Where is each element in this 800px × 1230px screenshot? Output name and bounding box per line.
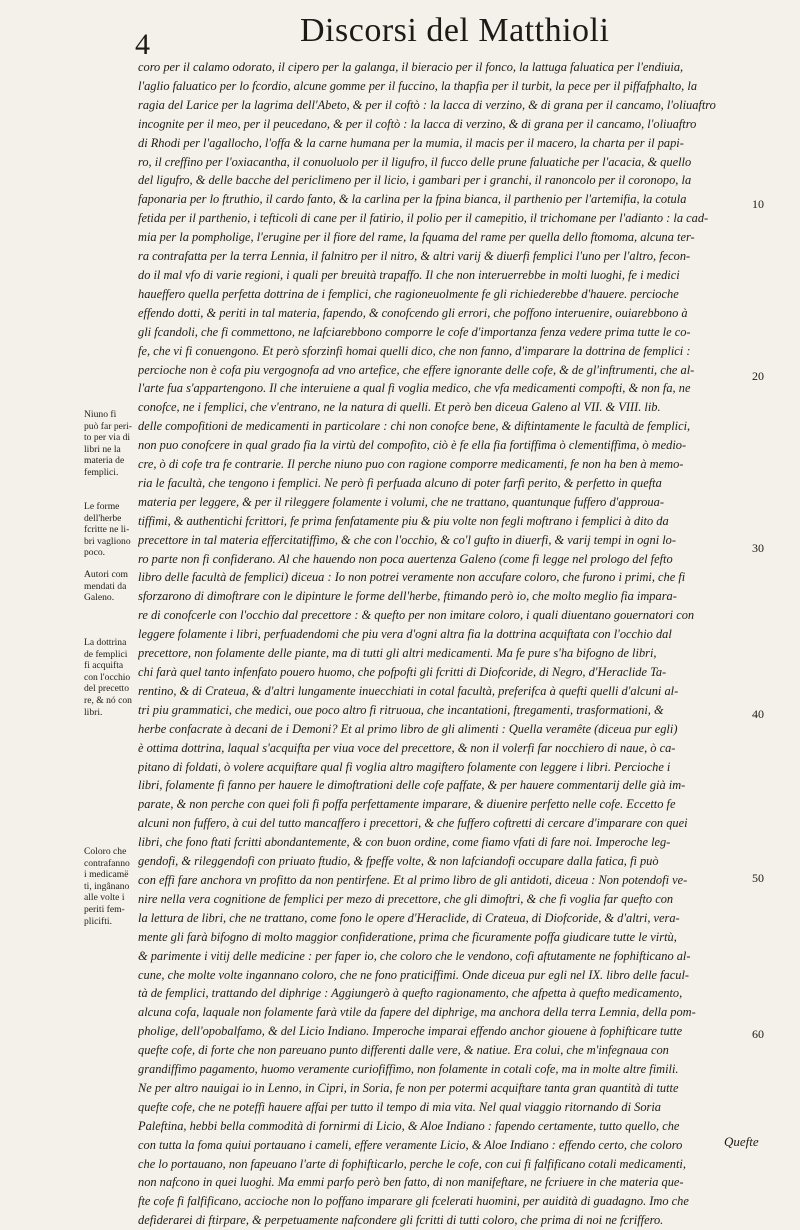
margin-note-line: de femplici: [84, 648, 128, 660]
margin-note-line: contrafanno: [84, 857, 130, 869]
text-line: libro delle facultà de femplici) diceua : Io non potrei veramente non accufare coloro, che furono i primi, che fi: [138, 570, 686, 585]
text-line: tiffimi, & authentichi fcrittori, fe prima fenfatamente piu & piu volte non fegli moftrano i femplici à dito da: [138, 513, 669, 528]
margin-note-line: ti, ingânano: [84, 880, 130, 892]
text-line: ro, il creffino per l'oxiacantha, il conuoluolo per il ligufro, il fucco delle prune faluatiche per l'acacia, & quello: [138, 154, 692, 169]
text-line: & parimente i vitij delle medicine : per faper io, che coloro che le vendono, cofi aftutamente ne fophifticano al-: [138, 948, 691, 963]
text-line: precettore, non folamente delle piante, ma di tutti gli altri medicamenti. Ma fe pure s'ha bifogno de libri,: [138, 646, 657, 661]
text-line: rentino, & di Crateua, & d'altri lungamente inuecchiati in cotal facultà, preferifca à quefti quelli d'alcuni al-: [138, 683, 679, 698]
text-line: ria le facultà, che tengono i femplici. Ne però fi perfuada alcuno di poter farfi perito, & perfetto in quefta: [138, 475, 662, 490]
text-line: fetida per il parthenio, i tefticoli di cane per il fatirio, il polio per il camepitio, il trichomane per l'adianto : la cad-: [138, 211, 709, 226]
margin-note-line: mendati da: [84, 580, 127, 592]
main-text-block: [138, 58, 750, 1230]
text-line: Paleftina, hebbi bella commodità di fornirmi di Licio, & Aloe Indiano : fapendo certamente, tutto quello, che: [138, 1118, 680, 1133]
text-line: l'arte fua s'appartengono. Il che interuiene a qual fi voglia medico, che vfa medicamenti compofti, & non fa, ne: [138, 381, 691, 396]
line-number: 50: [752, 871, 764, 885]
margin-note: [84, 637, 142, 718]
margin-note-line: con l'occhio: [84, 671, 131, 683]
text-line: gendofi, & rileggendofi con priuato ftudio, & fpeffe volte, & non lafciandofi occupare dalla fatica, fi può: [138, 854, 659, 869]
text-line: alcuni non fuffero, à cui del tutto mancaffero i precettori, & che fuffero coftretti di cercare d'imparare con quei: [138, 816, 688, 831]
margin-note-line: dell'herbe: [84, 512, 122, 524]
text-line: ro parte non fi confiderano. Al che hauendo non poca auertenza Galeno (come fi legge nel prologo del fefto: [138, 551, 673, 566]
margin-note-line: alle volte i: [84, 892, 125, 904]
margin-note-line: periti fem-: [84, 903, 125, 915]
text-line: ra contrafatta per la terra Lennia, il falnitro per il nitro, & altri varij & diuerfi femplici l'uno per l'altro, fecon-: [138, 249, 691, 264]
text-line: effendo dotti, & periti in tal materia, fapendo, & conofcendo gli errori, che poffono interuenire, ouiarebbono à: [138, 305, 688, 320]
margin-note: [84, 569, 142, 604]
catchword: Quefte: [724, 1134, 759, 1149]
margin-note-line: fi acquifta: [84, 660, 124, 672]
margin-note-line: re, & nó con: [84, 694, 132, 706]
text-line: alcuna cofa, laquale non folamente farà vtile da fapere del diphrige, ma anchora della terra Lemnia, della pom-: [138, 1005, 696, 1020]
text-line: pitano di foldati, ò volere acquiftare qual fi voglia altro magiftero folamente con leggere i libri. Percioche i: [138, 759, 671, 774]
text-line: conofce, ne i femplici, che v'entrano, ne la natura di quelli. Et però ben diceua Galeno al VII. & VIII. lib.: [138, 400, 661, 415]
text-line: chi farà quel tanto infenfato pouero huomo, che pofpofti gli fcritti di Diofcoride, di Negro, d'Heraclide Ta-: [138, 665, 667, 679]
margin-note-line: può far peri-: [84, 420, 132, 432]
text-line: parate, & non perche con quei foli fi poffa perfettamente imparare, & diuenire perfetto nelle cofe. Eccetto fe: [138, 797, 676, 812]
text-line: haueffero quella perfetta dottrina de i femplici, che ragioneuolmente fe gli richiederebbe d'hauere. percioche: [138, 286, 679, 301]
margin-note-line: fcritte ne li-: [84, 524, 130, 536]
margin-note-line: materia de: [84, 455, 125, 467]
margin-note: [84, 501, 142, 559]
text-line: coro per il calamo odorato, il cipero per la galanga, il bieracio per il fonco, la lattuga faluatica per l'endiuia,: [138, 60, 684, 74]
margin-note-line: to per via di: [84, 432, 131, 444]
text-line: mente gli farà bifogno di molto maggior confideratione, prima che ficuramente poffa giudicare tutte le virtù,: [138, 929, 677, 944]
text-line: gli fcandoli, che fi commettono, ne lafciarebbono comporre le cofe d'importanza fenza vedere prima tutte le co-: [138, 324, 691, 339]
margin-note-line: bri vagliono: [84, 535, 131, 547]
text-line: re di conofcerle con l'occhio dal precettore : & quefto per non imitare coloro, i quali diuentano gouernatori con: [138, 608, 695, 623]
margin-note-line: Coloro che: [84, 846, 127, 857]
margin-note-line: libri.: [84, 706, 103, 718]
text-line: la lettura de libri, che ne trattano, come fono le opere d'Heraclide, di Crateua, di Diofcoride, & d'altri, vera-: [138, 910, 680, 925]
text-line: incognite per il meo, per il peucedano, & per il coftò : la lacca di verzino, & di grana per il cancamo, l'oliuaftro: [138, 116, 697, 131]
text-line: precettore in tal materia effercitatiffimo, & che con l'occhio, & co'l gufto in diuerfi, & varij tempi in ogni lo-: [138, 532, 677, 547]
text-line: di Rhodi per l'agallocho, l'offa & la carne humana per la mumia, il macis per il macero, la charta per il papi-: [138, 135, 684, 150]
text-line: l'aglio faluatico per lo fcordio, alcune gomme per il fuccino, la thapfia per il turbit, la pece per il piffafphalto, la: [138, 78, 698, 93]
text-line: percioche non è cofa piu vergognofa ad vno artefice, che effere ignorante delle cofe, & de gl'inftrumenti, che al-: [138, 362, 695, 377]
margin-note: [84, 846, 142, 927]
text-line: cune, che molte volte ingannano coloro, che ne fono praticiffimi. Onde diceua pur egli nel IX. libro delle facul-: [138, 967, 690, 982]
text-line: che lo portauano, non fapeuano l'arte di fophifticarlo, perche le cofe, con cui fi falfificano cotali medicamenti,: [138, 1156, 686, 1171]
text-line: mia per la pompholige, l'erugine per il fiore del rame, la fquama del rame per quella dello ftomoma, alcuna ter-: [138, 230, 695, 245]
text-line: libri, folamente fi fanno per hauere le dimoftrationi delle cofe paffate, & per hauere commentarij delle già im-: [138, 778, 686, 793]
line-number: 30: [752, 541, 764, 555]
text-line: materia per leggere, & per il rileggere folamente i volumi, che ne trattano, quantunque fuffero d'approua-: [138, 494, 664, 509]
text-line: con tutta la foma quiui portauano i cameli, effere veramente Licio, & Aloe Indiano : effendo certo, che coloro: [138, 1137, 683, 1152]
text-line: delle compofitioni de medicamenti in particolare : chi non conofce bene, & diftintamente le facultà de femplici,: [138, 419, 691, 434]
margin-note-line: Galeno.: [84, 592, 115, 604]
text-line: cre, ò di cofe tra fe contrarie. Il perche niuno puo con ragione comporre medicamenti, fe non ha ben à memo-: [138, 457, 684, 472]
margin-note-line: Le forme: [84, 501, 120, 512]
text-line: ragia del Larice per la lagrima dell'Abeto, & per il coftò : la lacca di verzino, & di grana per il cancamo, l'oliuaftro: [138, 97, 716, 112]
margin-note-line: femplici.: [84, 466, 119, 478]
line-number: 60: [752, 1027, 764, 1041]
line-number: 10: [752, 197, 764, 211]
margin-note-line: poco.: [84, 547, 106, 559]
text-line: tri piu grammatici, che medici, oue poco altro fi ritruoua, che incantationi, ftregamenti, trasformationi, &: [138, 702, 664, 717]
line-number: 20: [752, 369, 764, 383]
margin-note-line: libri ne la: [84, 443, 121, 455]
text-line: quefte cofe, di forte che non pareuano punto differenti dalle vere, & natiue. Era colui, che m'infegnaua con: [138, 1043, 669, 1058]
text-line: nire nella vera cognitione de femplici per mezo di precettore, che gli dimoftri, & che fi voglia far quefto con: [138, 891, 674, 906]
text-line: faponaria per lo ftruthio, il cardo fanto, & la carlina per la fpina bianca, il parthenio per l'artemifia, la cotula: [138, 192, 687, 207]
text-line: fte cofe fi falfificano, accioche non lo poffano imparare gli fcelerati huomini, per auidità di guadagno. Imo che: [138, 1194, 689, 1209]
text-line: è ottima dottrina, laqual s'acquifta per viua voce del precettore, & non il volerfi far nocchiero di naue, ò ca-: [138, 740, 676, 755]
margin-note-line: Niuno fi: [84, 409, 117, 420]
text-line: non puo conofcere in qual grado fia la virtù del compofito, ciò è fe ella fia fortiffima ò clementiffima, ò medio-: [138, 438, 687, 453]
text-line: fe, che vi fi conuengono. Et però sforzinfi homai quelli dico, che non fanno, d'imparare la dottrina de femplici :: [138, 343, 691, 358]
running-head-title: Discorsi del Matthioli: [300, 12, 610, 49]
margin-note-line: La dottrina: [84, 637, 127, 648]
text-line: non nafcono in quei luoghi. Ma emmi parfo però ben fatto, di non manifeftare, ne fcriuere in che materia que-: [138, 1175, 684, 1190]
page-number: 4: [135, 28, 150, 61]
text-line: herbe confacrate à decani de i Demoni? Et al primo libro de gli alimenti : Quella veramête (diceua pur egli): [138, 721, 678, 736]
text-line: quefte cofe, che ne poteffi hauere affai per tutto il tempo di mia vita. Nel qual viaggio ritornando di Soria: [138, 1099, 661, 1114]
margin-note-line: i medicamë: [84, 869, 129, 881]
text-line: pholige, dell'opobalfamo, & del Licio Indiano. Imperoche imparai effendo anchor giouene à fophifticare tutte: [138, 1024, 683, 1039]
text-line: defiderarei di ftirpare, & perpetuamente nafcondere gli fcritti di tutti coloro, che prima di noi ne fcriffero.: [138, 1213, 664, 1228]
margin-note: [84, 409, 142, 479]
margin-note-line: del precetto: [84, 683, 130, 695]
margin-note-line: plicifti.: [84, 915, 112, 927]
text-line: libri, che fono ftati fcritti abondantemente, & con buon ordine, come fiamo vfati di fare noi. Imperoche leg-: [138, 835, 671, 850]
text-line: do il mal vfo di varie regioni, i quali per breuità trapaffo. Il che non interuerrebbe in molti luoghi, fe i medici: [138, 267, 680, 282]
text-line: tà de femplici, trattando del diphrige : Aggiungerò à quefto ragionamento, che afpetta à quefto medicamento,: [138, 986, 683, 1001]
text-line: Ne per altro nauigai io in Lenno, in Cipri, in Soria, fe non per potermi acquiftare tanta gran quantità di tutte: [138, 1080, 679, 1095]
margin-note-line: Autori com: [84, 569, 128, 580]
text-line: del ligufro, & delle bacche del periclimeno per il licio, i gambari per i granchi, il ranoncolo per il coronopo, la: [138, 173, 692, 188]
text-line: grandiffimo pagamento, huomo veramente curiofiffimo, non folamente in cotali cofe, ma in molte altre fimili.: [138, 1062, 679, 1077]
line-number: 40: [752, 707, 764, 721]
text-line: sforzarono di dimoftrare con le dipinture le forme dell'herbe, ftimando però io, che molto meglio fia impara-: [138, 589, 677, 604]
text-line: leggere folamente i libri, perfuadendomi che piu vera d'ogni altra fia la dottrina acquiftata con l'occhio dal: [138, 627, 672, 642]
text-line: con effi fare anchora vn profitto da non pentirfene. Et al primo libro de gli antidoti, diceua : Non potendofi ve-: [138, 872, 688, 887]
